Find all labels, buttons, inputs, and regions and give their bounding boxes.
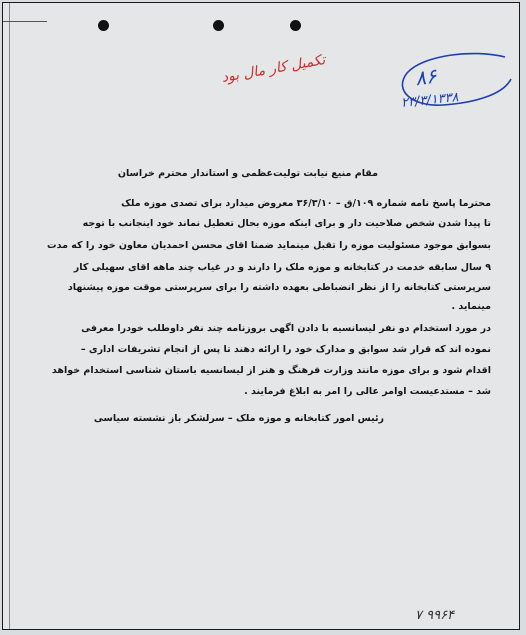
blue-handwritten-number: ۸۶ xyxy=(413,63,439,91)
letter-heading: مقام منیع نیابت تولیت‌عظمی و استاندار محترم خراسان xyxy=(117,168,378,179)
punch-hole xyxy=(213,20,224,31)
archive-number: ۷ ۹۹۶۴ xyxy=(415,608,455,623)
page-edge-line xyxy=(9,3,10,630)
letter-line: محترما پاسخ نامه شماره ۱۰۹/ق – ۳۶/۳/۱۰ معروض میدارد برای تصدی موزه ملک xyxy=(121,198,491,209)
punch-hole xyxy=(98,20,109,31)
letter-line: شد – مستدعیست اوامر عالی را امر به ابلاغ فرمایند . xyxy=(244,386,491,397)
corner-line xyxy=(3,21,47,22)
letter-line: تا پیدا شدن شخص صلاحیت دار و برای اینکه موزه بحال تعطیل نماند خود اینجانب با توجه xyxy=(82,218,491,229)
blue-handwritten-date: ۲۳/۳/۱۳۳۸ xyxy=(400,90,460,111)
signature-line: رئیس امور کتابخانه و موزه ملک – سرلشکر باز نشسته سیاسی xyxy=(93,413,384,424)
letter-line: ۹ سال سابقه خدمت در کتابخانه و موزه ملک را دارند و در غیاب چند ماهه اقای سهیلی کار xyxy=(73,262,491,273)
letter-line: سرپرستی کتابخانه را از نظر انضباطی بعهده داشته را برای سرپرستی موقت موزه پیشنهاد xyxy=(67,282,491,293)
letter-line: بسوابق موجود مسئولیت موزه را تقبل مینماید ضمنا اقای محسن احمدیان معاون خود را که مدت xyxy=(47,240,491,251)
letter-line: اقدام شود و برای موزه مانند وزارت فرهنگ و هنر از لیسانسیه باستان شناسی استخدام خواهد xyxy=(51,365,491,376)
red-handwritten-note: تکمیل کار مال بود xyxy=(220,52,327,86)
letter-line: نموده اند که قرار شد سوابق و مدارک خود را ارائه دهند تا پس از انجام تشریفات اداری – xyxy=(80,344,491,355)
punch-hole xyxy=(290,20,301,31)
document-page xyxy=(2,2,520,630)
letter-line: مینماید . xyxy=(451,301,491,312)
letter-line: در مورد استخدام دو نفر لیسانسیه با دادن اگهی بروزنامه چند نفر داوطلب خودرا معرفی xyxy=(81,323,491,334)
